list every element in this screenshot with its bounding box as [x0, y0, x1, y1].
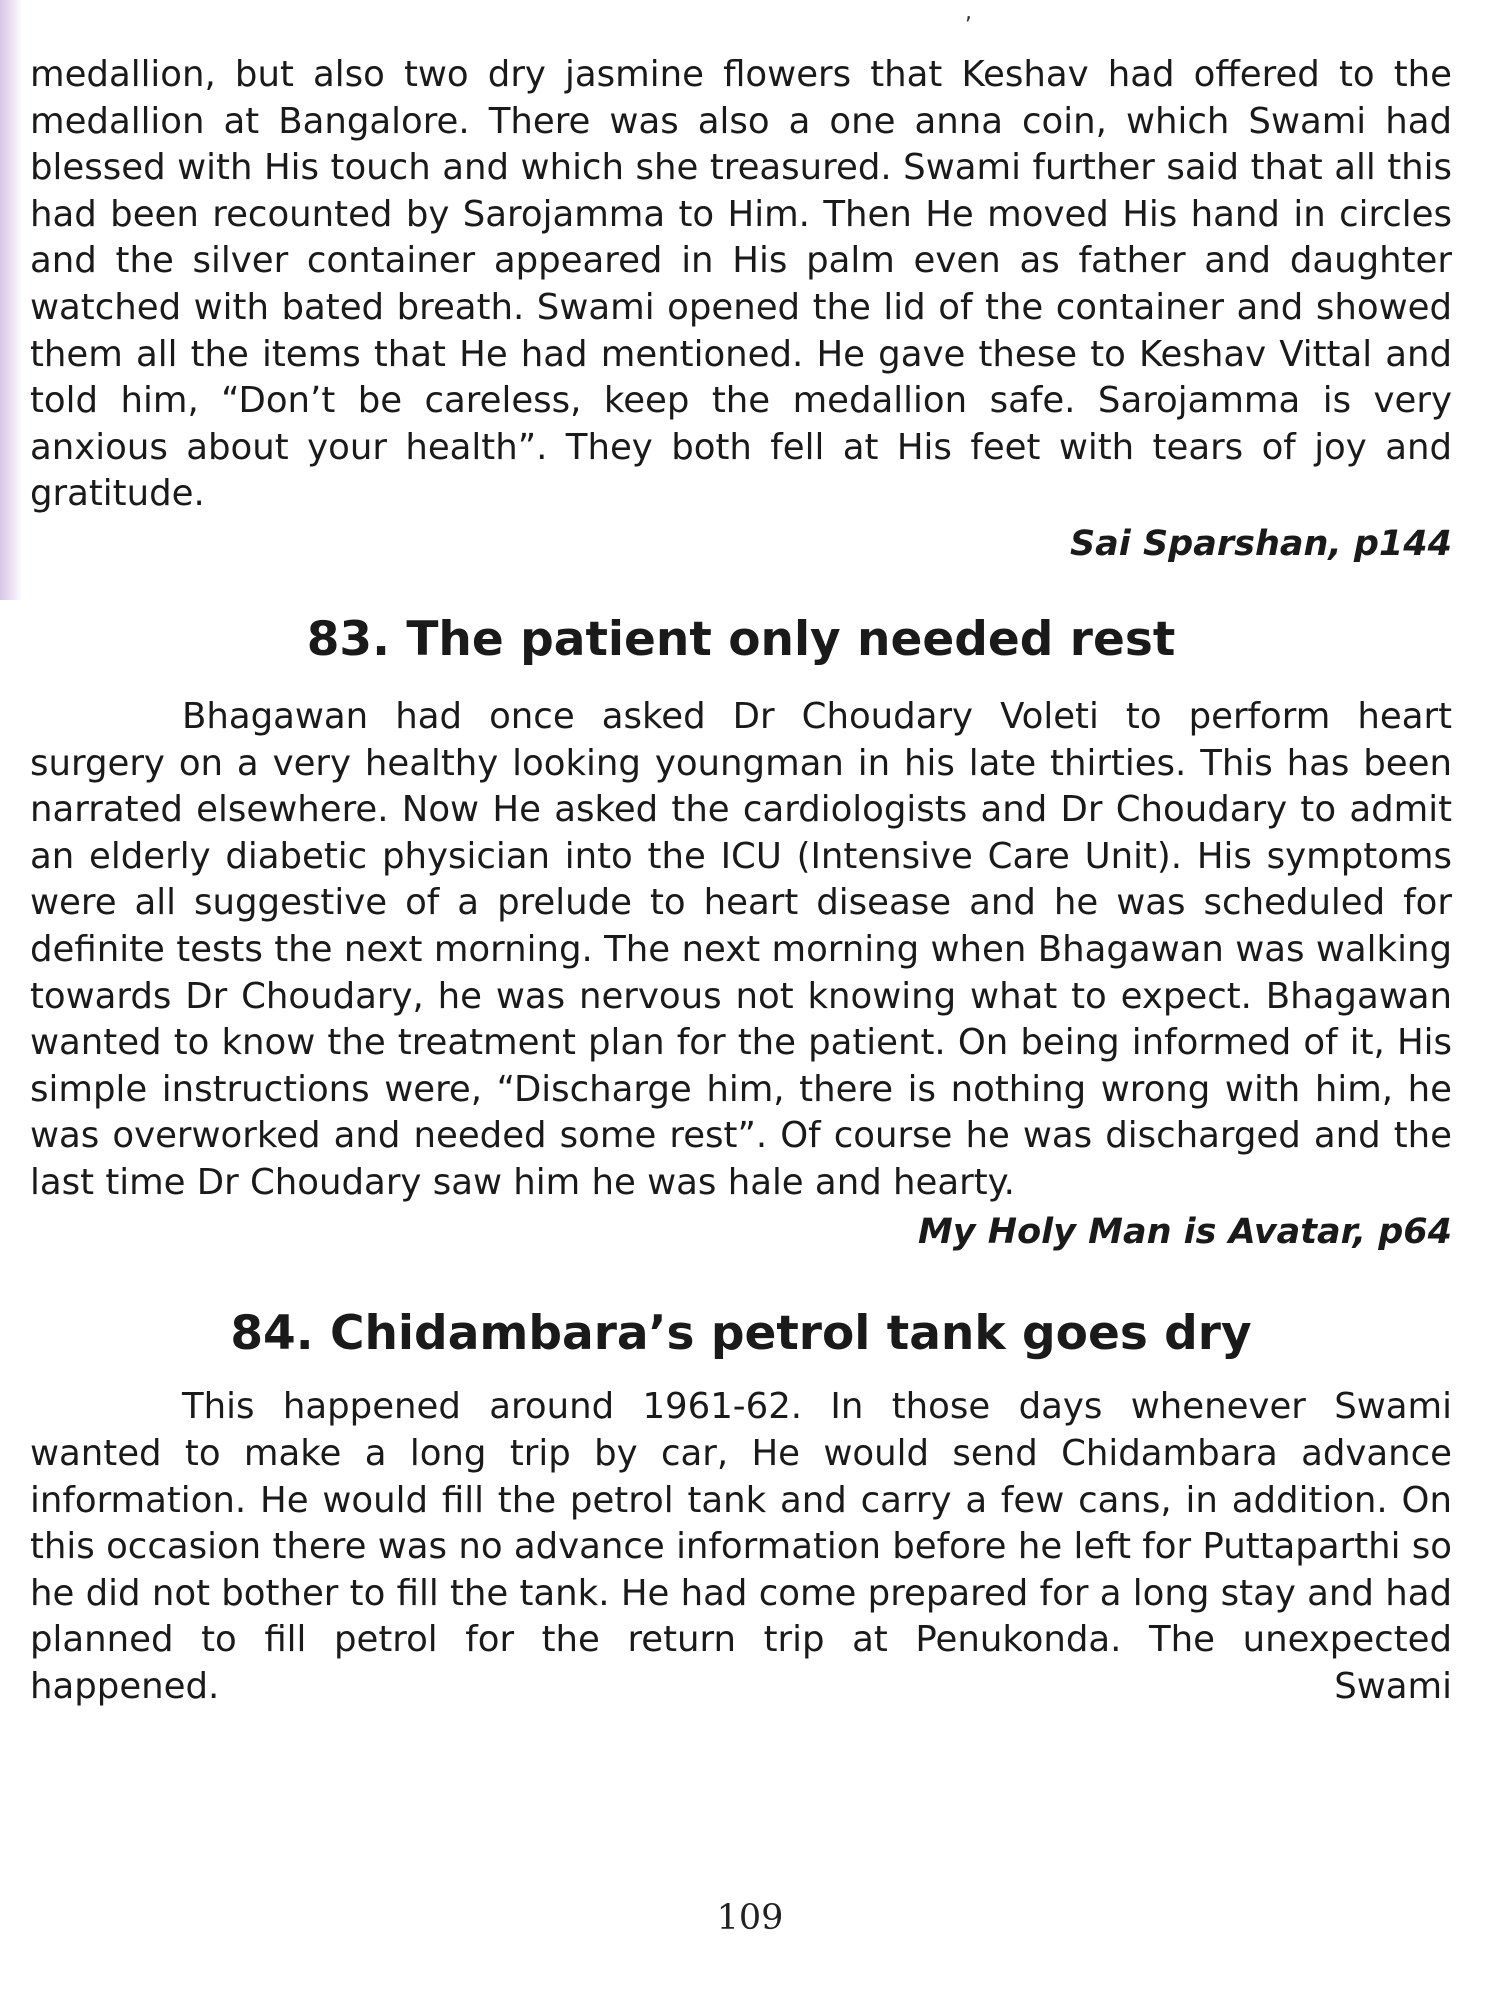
- source-citation-my-holy-man: My Holy Man is Avatar, p64: [917, 1212, 1452, 1253]
- story-83-title: 83. The patient only needed rest: [306, 611, 1176, 667]
- source-citation-sai-sparshan: Sai Sparshan, p144: [1069, 523, 1452, 564]
- story-83-paragraph: Bhagawan had once asked Dr Choudary Voleti to perform heart surgery on a very healthy looking youngman in his late thirties. This has been narrated elsewhere. Now He asked the cardiologists and Dr Choudary to admit an elderly diabetic physician into the ICU (Intensive Care Unit). His symptoms were all suggestive of a prelude to heart disease and he was scheduled for definite tests the next morning. The next morning when Bhagawan was walking towards Dr Choudary, he was nervous not knowing what to expect. Bhagawan wanted to know the treatment plan for the patient. On being informed of it, His simple instructions were, “Discharge him, there is nothing wrong with him, he was overworked and needed some rest”. Of course he was discharged and the last time Dr Choudary saw him he was hale and hearty.: [30, 695, 1452, 1203]
- book-page: [30, 52, 1452, 1711]
- page-number: 109: [716, 1898, 784, 1938]
- continuation-paragraph: medallion, but also two dry jasmine flowers that Keshav had offered to the medallion at Bangalore. There was also a one anna coin, which Swami had blessed with His touch and which she treasured. Swami further said that all this had been recounted by Sarojamma to Him. Then He moved His hand in circles and the silver container appeared in His palm even as father and daughter watched with bated breath. Swami opened the lid of the container and showed them all the items that He had mentioned. He gave these to Keshav Vittal and told him, “Don’t be careless, keep the medallion safe. Sarojamma is very anxious about your health”. They both fell at His feet with tears of joy and gratitude.: [30, 54, 1452, 515]
- top-edge-mark: ,: [965, 0, 972, 25]
- page-edge-tint: [0, 0, 22, 600]
- story-84-title: 84. Chidambara’s petrol tank goes dry: [230, 1306, 1252, 1362]
- story-84-paragraph: This happened around 1961-62. In those days whenever Swami wanted to make a long trip by car, He would send Chidambara advance information. He would fill the petrol tank and carry a few cans, in addition. On this occasion there was no advance information before he left for Puttaparthi so he did not bother to fill the tank. He had come prepared for a long stay and had planned to fill petrol for the return trip at Penukonda. The unexpected happened. Swami: [30, 1386, 1452, 1708]
